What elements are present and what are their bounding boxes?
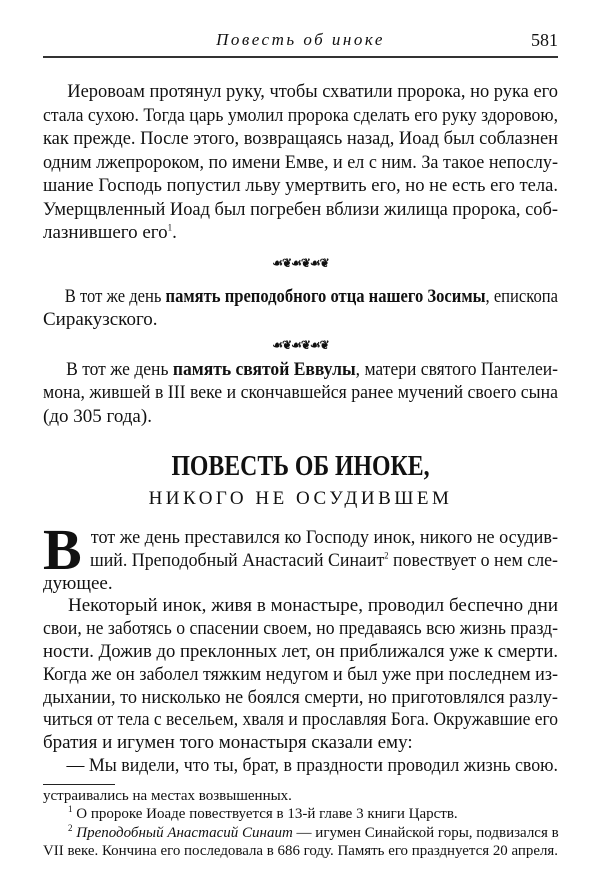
text-line: одним лжепророком, по имени Емве, и ел с ним. За такое непослу- <box>43 151 558 173</box>
paragraph-zosima <box>43 285 558 332</box>
text-line: — Мы видели, что ты, брат, в праздности проводил жизнь свою. <box>66 754 558 776</box>
drop-cap: В <box>43 517 82 582</box>
text: ший. Преподобный Анастасий Синаит <box>89 549 385 571</box>
text-line: шание Господь попустил льву умертвить его, но не есть его тела. <box>43 175 558 196</box>
footnote-rule <box>43 784 115 785</box>
text-line: мона, жившей в III веке и скончавшейся ранее мучений своего сына <box>43 382 558 403</box>
book-page <box>43 30 558 861</box>
text: О пророке Иоаде повествуется в 13-й главе 3 книги Царств. <box>72 806 458 823</box>
text-line: Когда же он заболел тяжким недугом и был уже при последнем из- <box>43 663 558 685</box>
text: В тот же день <box>66 358 173 380</box>
footnote-ref[interactable]: 2 <box>384 550 389 561</box>
paragraph-evvula <box>43 358 558 429</box>
running-title: Повесть об иноке <box>216 30 385 49</box>
text-line: (до 305 года). <box>43 405 152 427</box>
text-line: тот же день преставился ко Господу инок, никого не осудив- <box>90 527 559 548</box>
text-line: лазнившего его$^1$. <box>43 222 177 243</box>
text-line: Некоторый инок, живя в монастыре, проводил беспечно дни <box>68 595 558 617</box>
text-line: как прежде. После этого, возвращаясь назад, Иоад был соблазнен <box>43 128 558 149</box>
footnote-number: 1 <box>68 804 73 815</box>
text: лазнившего его <box>43 222 168 243</box>
footnotes <box>43 787 558 861</box>
ornament-divider: ☙❦☙❦☙❦ <box>272 255 329 270</box>
footnote-continuation: устраивались на местах возвышенных. <box>43 787 292 804</box>
text-line: свои, не заботясь о спасении своем, но предаваясь всю жизнь празд- <box>43 618 558 640</box>
story-text <box>43 517 559 778</box>
footnote-2 <box>43 824 558 843</box>
italic-text: Преподобный Анастасий Синаит <box>72 824 293 841</box>
footnote-2-line2: VII веке. Кончина его последовала в 686 году. Память его празднуется 20 апреля. <box>43 843 558 860</box>
text-line <box>43 358 558 382</box>
text: В тот же день <box>64 285 166 307</box>
text-line: читься от тела с весельем, хваля и прославляя Бога. Окружавшие его <box>43 709 558 731</box>
bold-text: память святой Еввулы <box>172 358 356 380</box>
text: — игумен Синайской горы, подвизался в <box>292 824 559 841</box>
text: , матери святого Пантелеи- <box>355 358 558 380</box>
text-line: стала сухою. Тогда царь умолил пророка сделать его руку здоровою, <box>43 104 558 126</box>
footnote-number: 2 <box>68 822 73 833</box>
chapter-subtitle: НИКОГО НЕ ОСУДИВШЕМ <box>148 488 453 509</box>
footnote-1 <box>43 805 558 824</box>
running-header <box>43 30 558 58</box>
text-line: Иеровоам протянул руку, чтобы схватили пророка, но рука его <box>67 81 558 102</box>
text-line: Умерщвленный Иоад был погребен вблизи жилища пророка, соб- <box>43 198 558 220</box>
footnote-ref[interactable]: 1 <box>167 222 173 233</box>
page-number: 581 <box>531 30 558 50</box>
bold-text: память преподобного отца нашего Зосимы <box>165 285 486 307</box>
text: , епископа <box>485 285 558 307</box>
text-line: братия и игумен того монастыря сказали ему: <box>43 732 413 754</box>
chapter-title: ПОВЕСТЬ ОБ ИНОКЕ, <box>171 450 430 482</box>
text-line: ности. Дожив до преклонных лет, он приближался уже к смерти. <box>43 640 558 662</box>
text: повествует о нем сле- <box>388 549 558 571</box>
ornament-divider: ☙❦☙❦☙❦ <box>272 337 329 352</box>
paragraph-ieroboam <box>43 80 558 245</box>
text-line <box>43 549 558 573</box>
text-line: дующее. <box>43 572 113 594</box>
text-line: Сиракузского. <box>43 309 158 330</box>
text-line <box>43 285 558 309</box>
text-line: дыхании, то нисколько не боялся смерти, но приготовлялся разлу- <box>43 686 558 708</box>
